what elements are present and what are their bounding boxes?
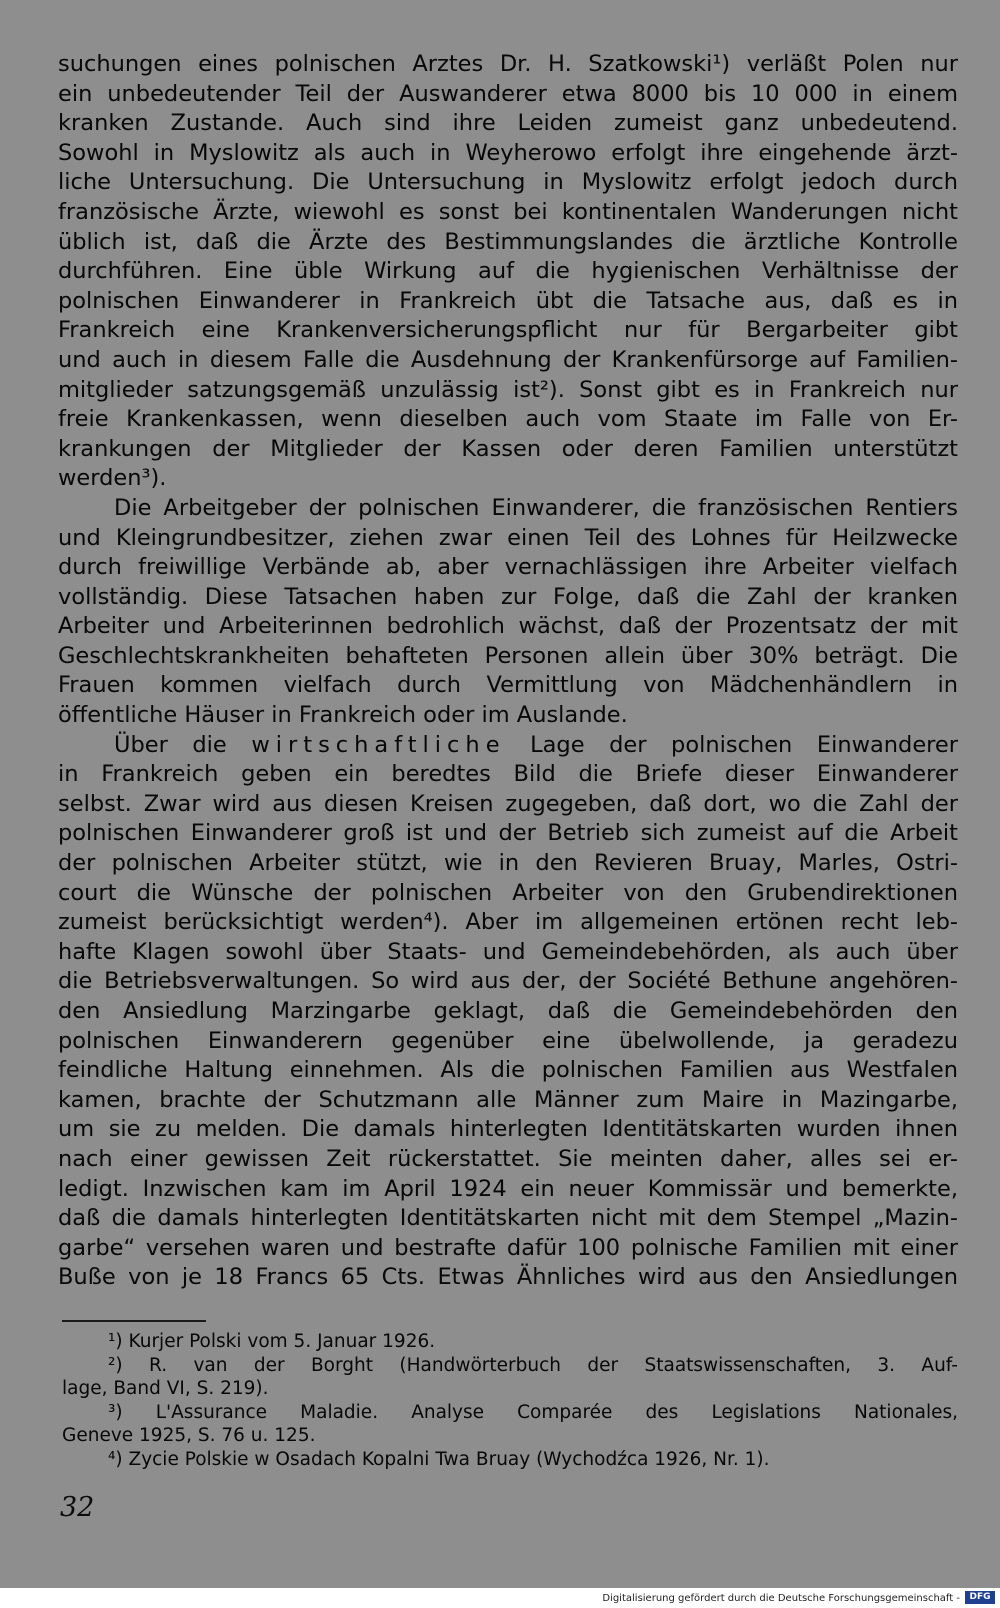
footnote-4: ⁴) Zycie Polskie w Osadach Kopalni Twa Bruay (Wychodźca 1926, Nr. 1). [108, 1448, 770, 1470]
footnote-1: ¹) Kurjer Polski vom 5. Januar 1926. [108, 1331, 436, 1352]
text-line: liche Untersuchung. Die Untersuchung in Myslowitz erfolgt jedoch durch [58, 169, 958, 196]
paragraph-start: Die Arbeitgeber der polnischen Einwanderer, die französischen Rentiers [114, 494, 958, 521]
text-line: den Ansiedlung Marzingarbe geklagt, daß die Gemeindebehörden den [58, 998, 958, 1024]
text-line: krankungen der Mitglieder der Kassen oder deren Familien unterstützt [58, 435, 958, 462]
para-lead-rest: Lage der polnischen Einwanderer [530, 731, 959, 758]
text-line: mitglieder satzungsgemäß unzulässig ist²). Sonst gibt es in Frankreich nur [58, 376, 958, 403]
footnote-3: ³) L'Assurance Maladie. Analyse Comparée des Legislations Nationales, [108, 1401, 958, 1423]
text-line: ledigt. Inzwischen kam im April 1924 ein neuer Kommissär und bemerkte, [58, 1175, 958, 1202]
text-line: Arbeiter und Arbeiterinnen bedrohlich wächst, daß der Prozentsatz der mit [58, 613, 958, 640]
text-line: zumeist berücksichtigt werden⁴). Aber im allgemeinen ertönen recht leb- [58, 909, 958, 936]
text-line: hafte Klagen sowohl über Staats- und Gemeindebehörden, als auch über [58, 938, 958, 965]
para-lead: Über die [114, 731, 227, 758]
text-line: der polnischen Arbeiter stützt, wie in den Revieren Bruay, Marles, Ostri- [58, 850, 958, 877]
text-line: und Kleingrundbesitzer, ziehen zwar einen Teil des Lohnes für Heilzwecke [58, 524, 958, 551]
text-line: üblich ist, daß die Ärzte des Bestimmungslandes die ärztliche Kontrolle [58, 228, 958, 255]
text-line: kranken Zustande. Auch sind ihre Leiden zumeist ganz unbedeutend. [58, 110, 958, 137]
text-line: polnischen Einwanderern gegenüber eine übelwollende, ja geradezu [58, 1027, 958, 1054]
text-line: kamen, brachte der Schutzmann alle Männer zum Maire in Mazingarbe, [58, 1086, 958, 1113]
text-line: ein unbedeutender Teil der Auswanderer etwa 8000 bis 10 000 in einem [58, 80, 958, 107]
paragraph-start [58, 731, 958, 761]
credit-text: Digitalisierung gefördert durch die Deutsche Forschungsgemeinschaft - [602, 1593, 960, 1604]
footnote-3-cont: Geneve 1925, S. 76 u. 125. [62, 1425, 316, 1447]
text-line: französische Ärzte, wiewohl es sonst bei kontinentalen Wanderungen nicht [58, 198, 958, 225]
footnotes [62, 1330, 958, 1472]
text-line: Frankreich eine Krankenversicherungspflicht nur für Bergarbeiter gibt [58, 317, 958, 344]
text-line: in Frankreich geben ein beredtes Bild die Briefe dieser Einwanderer [58, 761, 958, 788]
text-line: Geschlechtskrankheiten behafteten Personen allein über 30% beträgt. Die [58, 642, 958, 669]
text-line: die Betriebsverwaltungen. So wird aus der, der Société Bethune angehören- [58, 968, 958, 995]
text-line: nach einer gewissen Zeit rückerstattet. Sie meinten daher, alles sei er- [58, 1145, 958, 1172]
footnote-divider [62, 1320, 206, 1322]
text-line: Buße von je 18 Francs 65 Cts. Etwas Ähnliches wird aus den Ansiedlungen [58, 1264, 958, 1291]
text-line: öffentliche Häuser in Frankreich oder im Auslande. [58, 702, 628, 729]
text-line: durch freiwillige Verbände ab, aber vernachlässigen ihre Arbeiter vielfach [58, 554, 958, 581]
text-line: und auch in diesem Falle die Ausdehnung der Krankenfürsorge auf Familien- [58, 346, 958, 373]
text-line: daß die damals hinterlegten Identitätskarten nicht mit dem Stempel „Mazin- [58, 1205, 958, 1232]
text-line: polnischen Einwanderer in Frankreich übt die Tatsache aus, daß es in [58, 287, 958, 314]
text-line: court die Wünsche der polnischen Arbeiter von den Grubendirektionen [58, 879, 958, 906]
footnote-2-cont: lage, Band VI, S. 219). [62, 1378, 269, 1400]
page-number: 32 [60, 1492, 95, 1523]
text-line: garbe“ versehen waren und bestrafte dafür 100 polnische Familien mit einer [58, 1234, 958, 1261]
text-line: werden³). [58, 465, 167, 492]
body-text [58, 50, 958, 1293]
text-line: Frauen kommen vielfach durch Vermittlung von Mädchenhändlern in [58, 672, 958, 699]
text-line: durchführen. Eine üble Wirkung auf die hygienischen Verhältnisse der [58, 258, 958, 285]
footnote-2: ²) R. van der Borght (Handwörterbuch der Staatswissenschaften, 3. Auf- [108, 1354, 958, 1376]
text-line: feindliche Haltung einnehmen. Als die polnischen Familien aus Westfalen [58, 1057, 958, 1084]
text-line: suchungen eines polnischen Arztes Dr. H. Szatkowski¹) verläßt Polen nur [58, 51, 958, 77]
text-line: selbst. Zwar wird aus diesen Kreisen zugegeben, daß dort, wo die Zahl der [58, 790, 958, 817]
emphasized-word: wirtschaftliche [251, 731, 506, 758]
dfg-logo-icon[interactable]: DFG [965, 1591, 995, 1604]
text-line: polnischen Einwanderer groß ist und der Betrieb sich zumeist auf die Arbeit [58, 820, 958, 847]
text-line: vollständig. Diese Tatsachen haben zur Folge, daß die Zahl der kranken [58, 583, 958, 610]
text-line: um sie zu melden. Die damals hinterlegten Identitätskarten wurden ihnen [58, 1116, 958, 1143]
text-line: Sowohl in Myslowitz als auch in Weyherowo erfolgt ihre eingehende ärzt- [58, 139, 958, 166]
text-line: freie Krankenkassen, wenn dieselben auch vom Staate im Falle von Er- [58, 406, 958, 433]
